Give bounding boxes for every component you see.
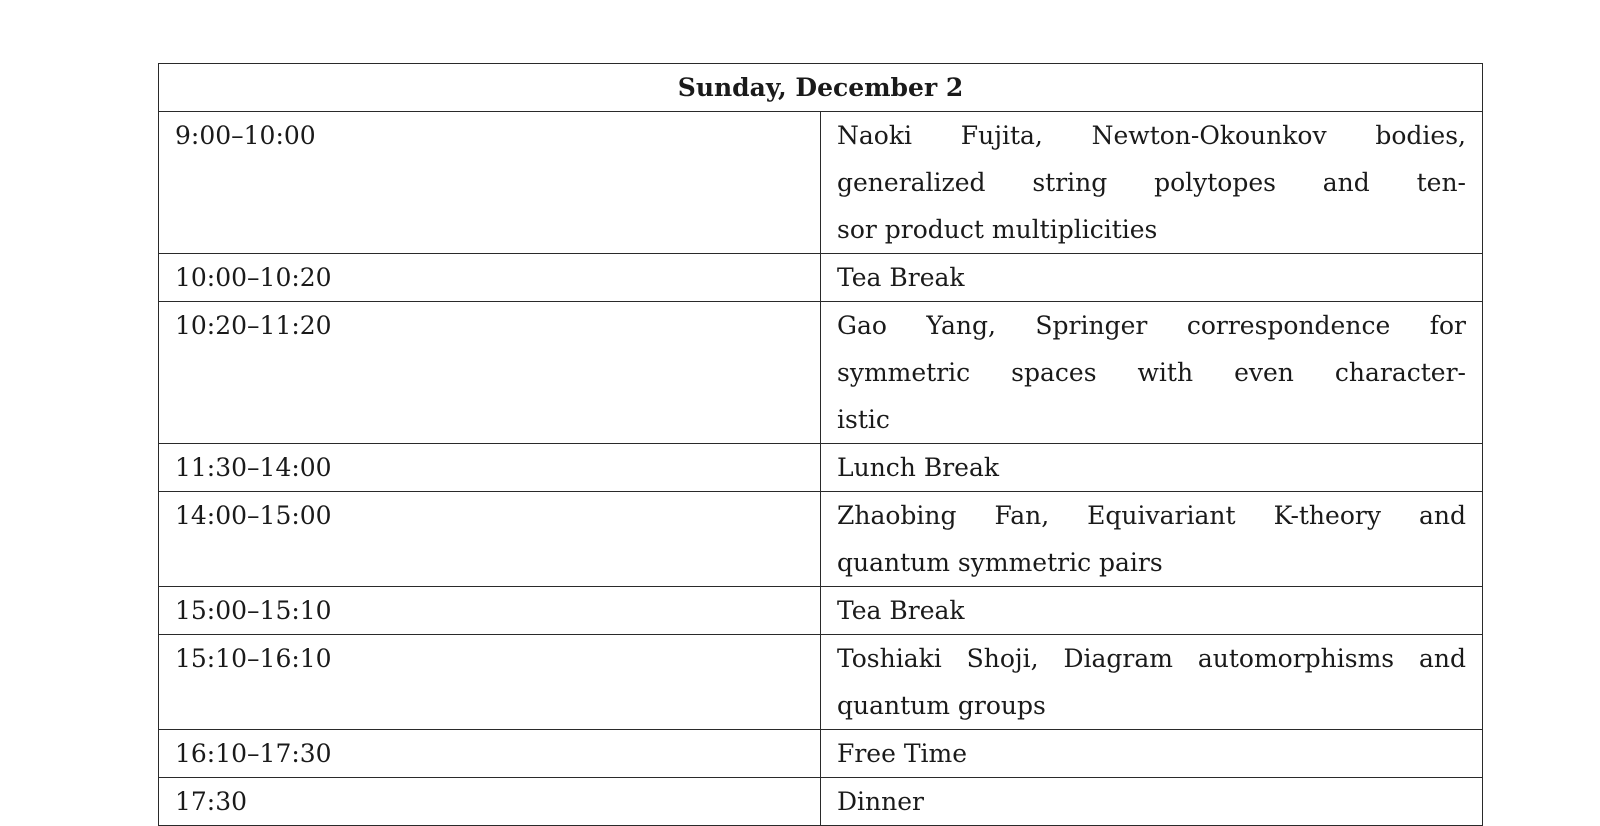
event-cell <box>821 635 1483 730</box>
table-row <box>159 730 1483 778</box>
table-row <box>159 492 1483 587</box>
event-cell <box>821 730 1483 778</box>
event-cell <box>821 254 1483 302</box>
time-cell: 15:00–15:10 <box>159 587 821 635</box>
time-cell: 11:30–14:00 <box>159 444 821 492</box>
table-row <box>159 444 1483 492</box>
time-cell: 10:20–11:20 <box>159 302 821 444</box>
time-cell: 16:10–17:30 <box>159 730 821 778</box>
event-line: Zhaobing Fan, Equivariant K-theory and quantum symmetric pairs <box>837 501 1466 577</box>
table-row <box>159 635 1483 730</box>
event-line: Gao Yang, Springer correspondence for symmetric spaces with even character- <box>837 311 1466 387</box>
table-row <box>159 254 1483 302</box>
event-cell <box>821 302 1483 444</box>
event-line: istic <box>837 405 890 434</box>
event-cell <box>821 587 1483 635</box>
table-row <box>159 587 1483 635</box>
table-row <box>159 302 1483 444</box>
header-row <box>159 64 1483 112</box>
time-cell: 17:30 <box>159 778 821 826</box>
table-row <box>159 778 1483 826</box>
event-cell <box>821 112 1483 254</box>
time-cell: 15:10–16:10 <box>159 635 821 730</box>
table-row <box>159 112 1483 254</box>
schedule-title: Sunday, December 2 <box>159 64 1483 112</box>
event-cell <box>821 492 1483 587</box>
schedule-table <box>158 63 1483 826</box>
time-cell: 10:00–10:20 <box>159 254 821 302</box>
event-line: Dinner <box>837 787 924 816</box>
time-cell: 9:00–10:00 <box>159 112 821 254</box>
event-line: Naoki Fujita, Newton-Okounkov bodies, generalized string polytopes and ten- <box>837 121 1466 197</box>
event-line: Toshiaki Shoji, Diagram automorphisms and quantum groups <box>837 644 1466 720</box>
event-cell <box>821 444 1483 492</box>
event-line: sor product multiplicities <box>837 215 1158 244</box>
event-line: Tea Break <box>837 596 965 625</box>
event-line: Lunch Break <box>837 453 1000 482</box>
event-line: Free Time <box>837 739 968 768</box>
event-cell <box>821 778 1483 826</box>
time-cell: 14:00–15:00 <box>159 492 821 587</box>
event-line: Tea Break <box>837 263 965 292</box>
